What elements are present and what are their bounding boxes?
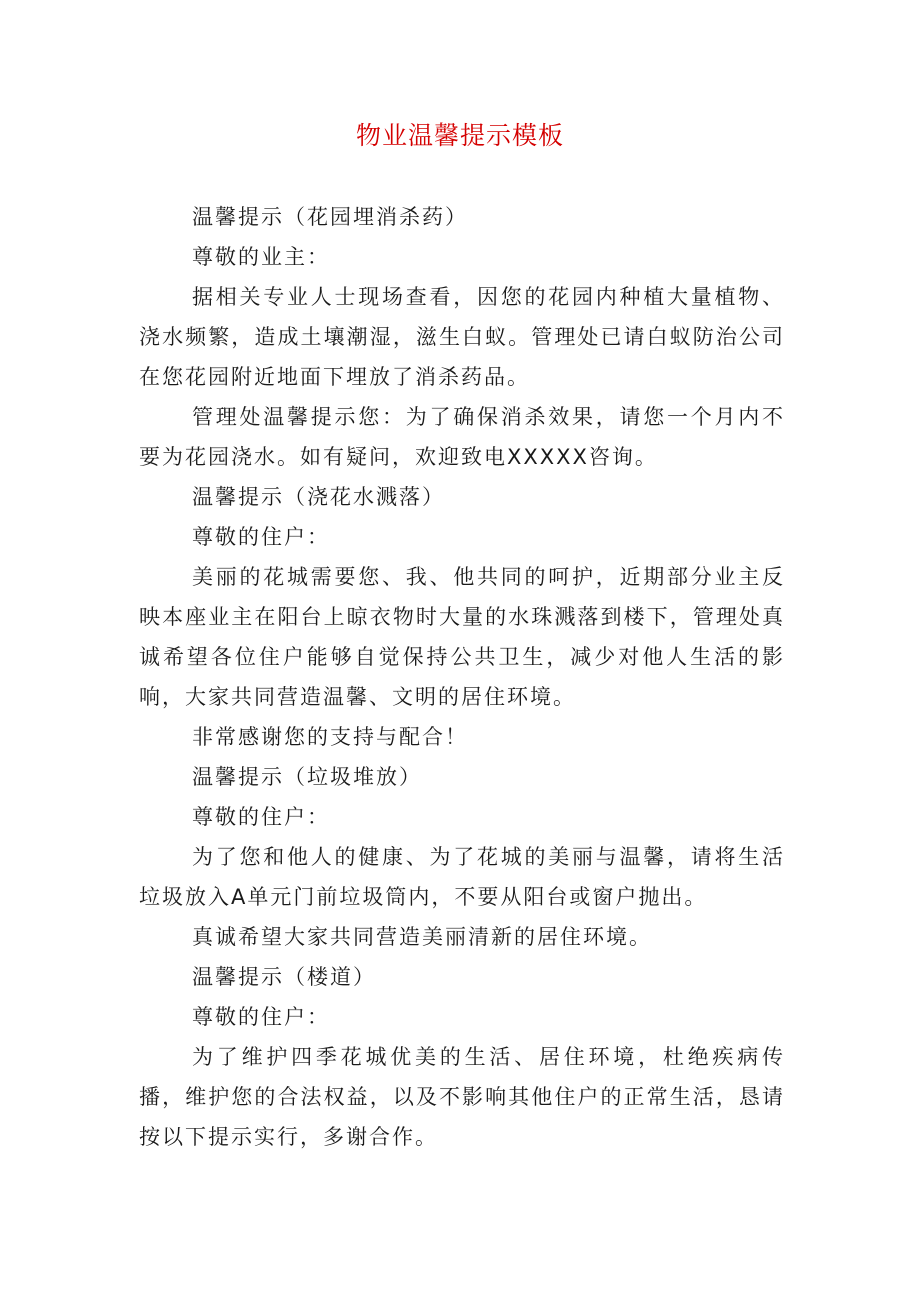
paragraph-garbage-notice: 为了您和他人的健康、为了花城的美丽与温馨，请将生活垃圾放入A单元门前垃圾筒内，不要从阳台或窗户抛出。 xyxy=(139,845,785,909)
salutation-resident: 尊敬的住户： xyxy=(192,1005,330,1029)
section-heading-corridor: 温馨提示（楼道） xyxy=(192,965,376,989)
section-heading-garbage: 温馨提示（垃圾堆放） xyxy=(192,765,422,789)
paragraph-environment-wish: 真诚希望大家共同营造美丽清新的居住环境。 xyxy=(192,925,652,949)
document-title: 物业温馨提示模板 xyxy=(355,121,564,150)
paragraph-water-splash-notice: 美丽的花城需要您、我、他共同的呵护，近期部分业主反映本座业主在阳台上晾衣物时大量的水珠溅落到楼下，管理处真诚希望各位住户能够自觉保持公共卫生，减少对他人生活的影响，大家共同营造温馨、文明的居住环境。 xyxy=(139,565,785,709)
paragraph-watering-advice: 管理处温馨提示您：为了确保消杀效果，请您一个月内不要为花园浇水。如有疑问，欢迎致电XXXXX咨询。 xyxy=(139,405,785,469)
salutation-resident: 尊敬的住户： xyxy=(192,525,330,549)
salutation-resident: 尊敬的住户： xyxy=(192,805,330,829)
paragraph-corridor-notice: 为了维护四季花城优美的生活、居住环境，杜绝疾病传播，维护您的合法权益，以及不影响其他住户的正常生活，恳请按以下提示实行，多谢合作。 xyxy=(139,1045,785,1149)
document-body xyxy=(139,197,785,1157)
paragraph-thanks: 非常感谢您的支持与配合！ xyxy=(192,725,468,749)
paragraph-termite-notice: 据相关专业人士现场查看，因您的花园内种植大量植物、浇水频繁，造成土壤潮湿，滋生白蚁。管理处已请白蚁防治公司在您花园附近地面下埋放了消杀药品。 xyxy=(139,285,785,389)
section-heading-garden-pesticide: 温馨提示（花园埋消杀药） xyxy=(192,205,468,229)
section-heading-water-splash: 温馨提示（浇花水溅落） xyxy=(192,485,445,509)
salutation-owner: 尊敬的业主： xyxy=(192,245,330,269)
